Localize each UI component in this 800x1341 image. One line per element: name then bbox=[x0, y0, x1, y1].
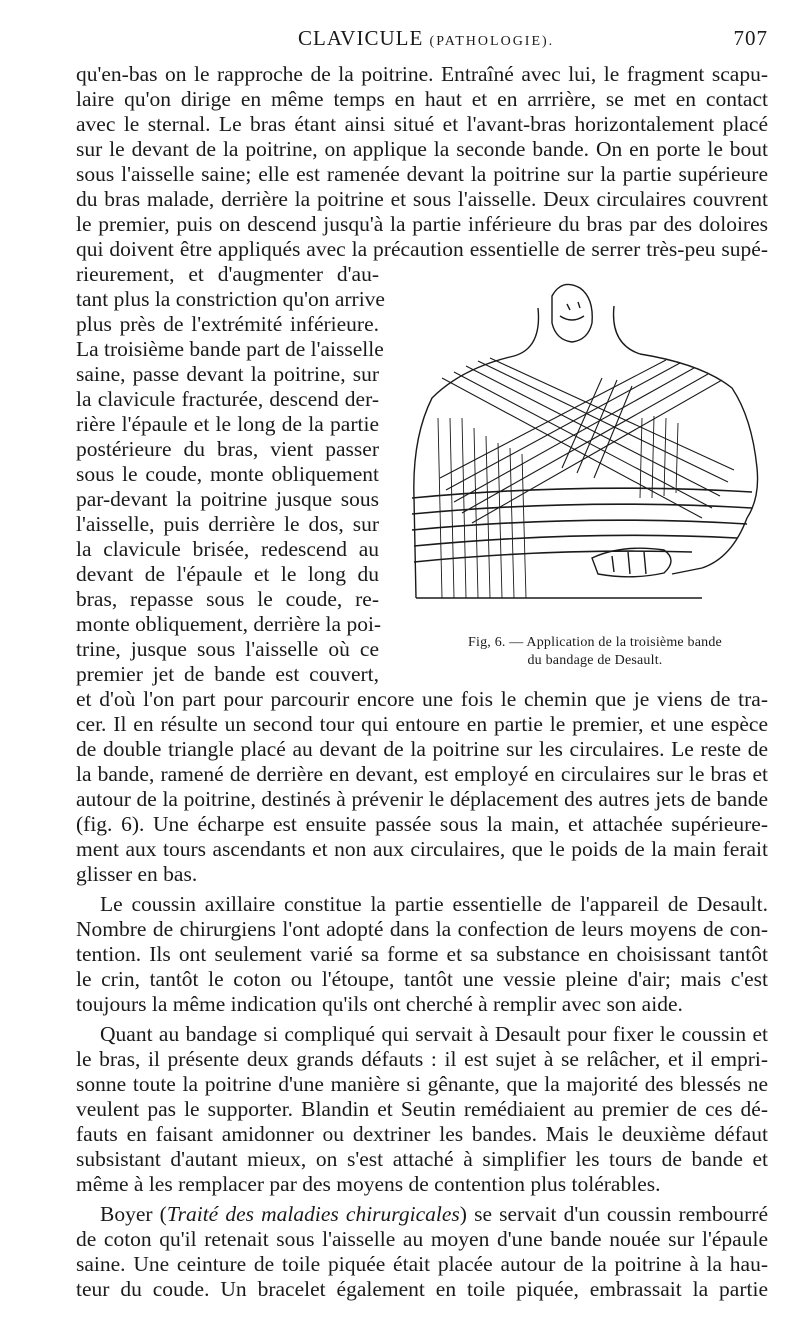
text-line: teur du coude. Un bracelet également en toile piquée, embrassait la partie bbox=[76, 1277, 768, 1301]
text-line: saine. Une ceinture de toile piquée était placée autour de la poitrine à la hau- bbox=[76, 1252, 768, 1276]
text-line: l'aisselle, puis derrière le dos, sur bbox=[76, 512, 379, 536]
text-line: laire qu'on dirige en même temps en haut et en arrrière, se met en contact bbox=[76, 87, 768, 111]
text-line: rieurement, et d'augmenter d'au- bbox=[76, 262, 379, 286]
figure-caption: du bandage de Desault. bbox=[527, 653, 663, 668]
text-line: subsistant d'autant mieux, on s'est attaché à simplifier les tours de bande et bbox=[76, 1147, 768, 1171]
text-line: sur le devant de la poitrine, on applique la seconde bande. On en porte le bout bbox=[76, 137, 768, 161]
text-line: par-devant la poitrine jusque sous bbox=[76, 487, 379, 511]
bandage-illustration bbox=[402, 268, 787, 624]
text-line: premier jet de bande est couvert, bbox=[76, 662, 379, 686]
text-line: monte obliquement, derrière la poi- bbox=[76, 612, 382, 636]
text-line: de coton qu'il retenait sous l'aisselle au moyen d'une bande nouée sur l'épaule bbox=[76, 1227, 768, 1251]
text-line: postérieure du bras, vient passer bbox=[76, 437, 379, 461]
text-line: plus près de l'extrémité inférieure. bbox=[76, 312, 379, 336]
text-line: qu'en-bas on le rapproche de la poitrine. Entraîné avec lui, le fragment scapu- bbox=[76, 62, 768, 86]
text-line: saine, passe devant la poitrine, sur bbox=[76, 362, 379, 386]
text-line: avec le sternal. Le bras étant ainsi situé et l'avant-bras horizontalement placé bbox=[76, 112, 768, 136]
text-line: le premier, puis on descend jusqu'à la partie inférieure du bras par des doloires bbox=[76, 212, 768, 236]
text-line: la bande, ramené de derrière en devant, est employé en circulaires sur le bras et bbox=[76, 762, 768, 786]
text-line: Le coussin axillaire constitue la partie essentielle de l'appareil de Desault. bbox=[100, 892, 768, 916]
text-line: qui doivent être appliqués avec la précaution essentielle de serrer très-peu supé- bbox=[76, 237, 768, 261]
running-subtitle: (PATHOLOGIE). bbox=[429, 34, 555, 49]
book-title: Traité des maladies chirurgicales bbox=[166, 1202, 460, 1226]
text-line: Boyer (Traité des maladies chirurgicales) se servait d'un coussin rembourré bbox=[100, 1202, 768, 1226]
text-line: glisser en bas. bbox=[76, 862, 198, 886]
text-line: le bras, il présente deux grands défauts : il est sujet à se relâcher, et il empri- bbox=[76, 1047, 768, 1071]
text-line: rière l'épaule et le long de la partie bbox=[76, 412, 379, 436]
text-line: de double triangle placé au devant de la poitrine sur les circulaires. Le reste de bbox=[76, 737, 768, 761]
text-line: devant de l'épaule et le long du bbox=[76, 562, 379, 586]
text-line: Quant au bandage si compliqué qui servait à Desault pour fixer le coussin et bbox=[100, 1022, 768, 1046]
figure-caption: Fig, 6. — Application de la troisième bande bbox=[468, 635, 722, 650]
text-line: La troisième bande part de l'aisselle bbox=[76, 337, 384, 361]
text-line: fauts en faisant amidonner ou dextriner les bandes. Mais le deuxième défaut bbox=[76, 1122, 768, 1146]
text-line: autour de la poitrine, destinés à prévenir le déplacement des autres jets de bande bbox=[76, 787, 768, 811]
text-line: tant plus la constriction qu'on arrive bbox=[76, 287, 385, 311]
text-line: Nombre de chirurgiens l'ont adopté dans la confection de leurs moyens de con- bbox=[76, 917, 768, 941]
text-line: sonne toute la poitrine d'une manière si gênante, que la majorité des blessés ne bbox=[76, 1072, 768, 1096]
text-line: du bras malade, derrière la poitrine et sous l'aisselle. Deux circulaires couvrent bbox=[76, 187, 768, 211]
text-line: veulent pas le supporter. Blandin et Seutin remédiaient au premier de ces dé- bbox=[76, 1097, 768, 1121]
text-line: ment aux tours ascendants et non aux circulaires, que le poids de la main ferait bbox=[76, 837, 768, 861]
text-line: trine, jusque sous l'aisselle où ce bbox=[76, 637, 379, 661]
running-title: CLAVICULE (PATHOLOGIE). bbox=[298, 26, 555, 50]
text-line: la clavicule fracturée, descend der- bbox=[76, 387, 379, 411]
text-line: le crin, tantôt le coton ou l'étoupe, tantôt une vessie pleine d'air; mais c'est bbox=[76, 967, 768, 991]
running-header bbox=[76, 26, 768, 56]
text-line: et d'où l'on part pour parcourir encore une fois le chemin que je viens de tra- bbox=[76, 687, 768, 711]
page-number: 707 bbox=[733, 26, 768, 50]
text-line: sous l'aisselle saine; elle est ramenée devant la poitrine sur la partie supérieure bbox=[76, 162, 768, 186]
text-line: tention. Ils ont seulement varié sa forme et sa substance en choisissant tantôt bbox=[76, 942, 768, 966]
text-line: sous le coude, monte obliquement bbox=[76, 462, 379, 486]
text-line: la clavicule brisée, redescend au bbox=[76, 537, 379, 561]
text-line: toujours la même indication qu'ils ont cherché à remplir avec son aide. bbox=[76, 992, 683, 1016]
text-line: même à les remplacer par des moyens de contention plus tolérables. bbox=[76, 1172, 661, 1196]
text-line: cer. Il en résulte un second tour qui entoure en partie le premier, et une espèce bbox=[76, 712, 768, 736]
text-line: (fig. 6). Une écharpe est ensuite passée sous la main, et attachée supérieure- bbox=[76, 812, 768, 836]
text-line: bras, repasse sous le coude, re- bbox=[76, 587, 379, 611]
